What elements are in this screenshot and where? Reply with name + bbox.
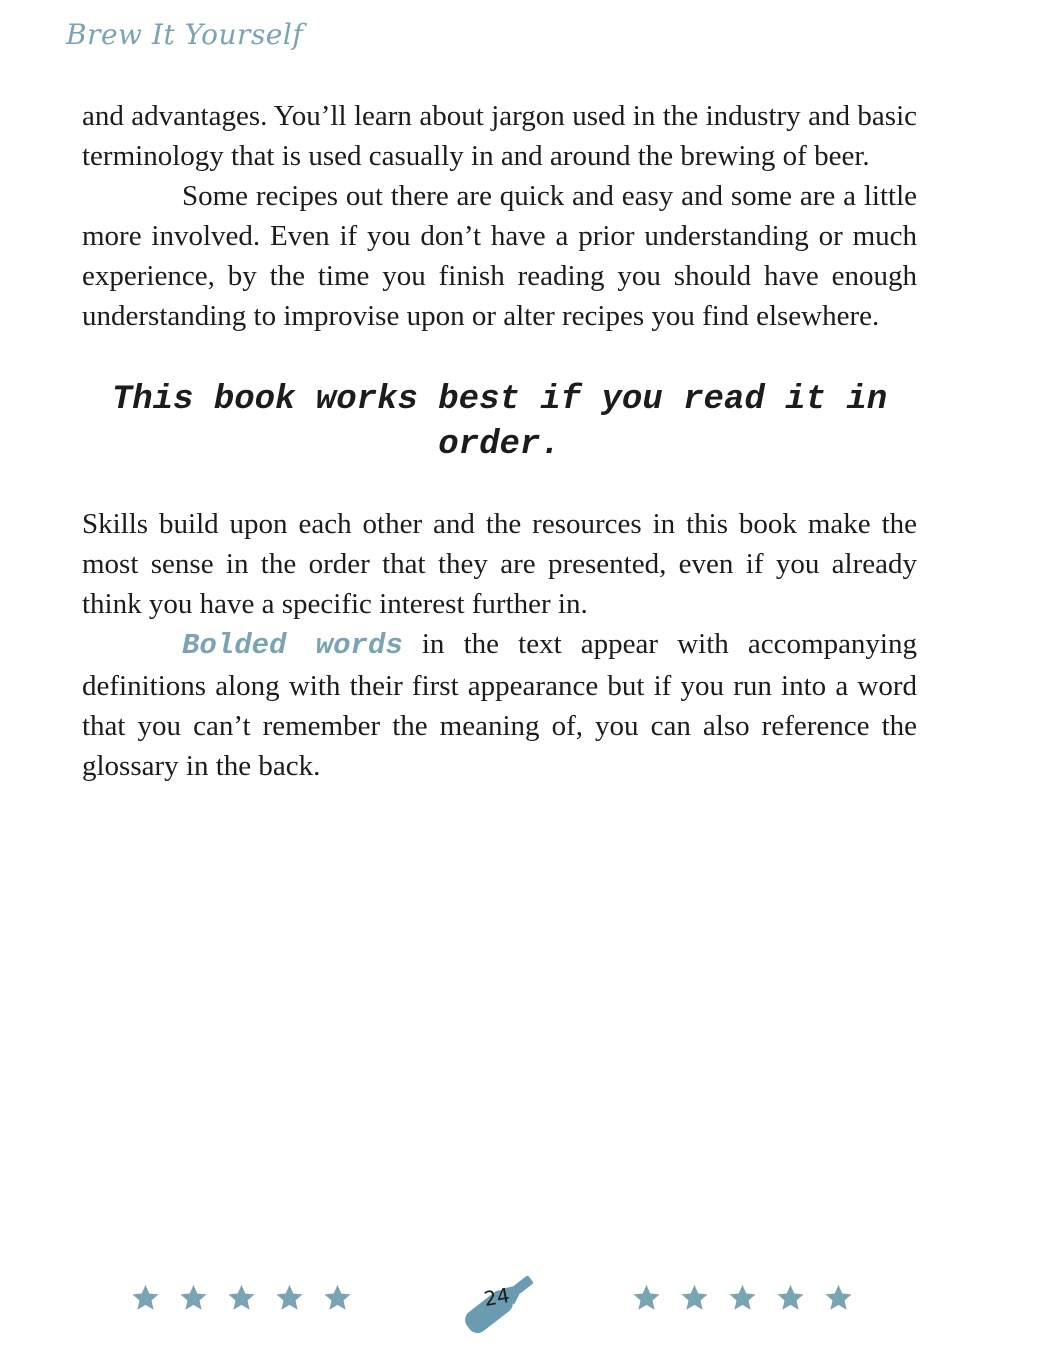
- footer-stars-left: [131, 1283, 352, 1312]
- body-paragraph-text: in the text appear with accompanying definitions along with their first appearance but if you run into a word that you can’t remember the meaning of, you can also reference the glossary in the back.: [82, 628, 917, 782]
- star-icon: [632, 1283, 661, 1312]
- star-icon: [680, 1283, 709, 1312]
- body-paragraph: Skills build upon each other and the resources in this book make the most sense in the order that they are presented, even if you already think you have a specific interest further in.: [82, 508, 917, 620]
- body-paragraph: and advantages. You’ll learn about jargon used in the industry and basic terminology that is used casually in and around the brewing of beer.: [82, 100, 917, 172]
- running-header-title: Brew It Yourself: [66, 18, 304, 51]
- bolded-term-example: Bolded words: [182, 629, 403, 662]
- star-icon: [131, 1283, 160, 1312]
- body-paragraph: [82, 624, 917, 786]
- star-icon: [179, 1283, 208, 1312]
- star-icon: [227, 1283, 256, 1312]
- star-icon: [776, 1283, 805, 1312]
- page-footer: [0, 1255, 1050, 1345]
- page-body: [82, 96, 917, 786]
- star-icon: [323, 1283, 352, 1312]
- page-number: 24: [482, 1282, 512, 1312]
- body-paragraph: Some recipes out there are quick and easy and some are a little more involved. Even if you don’t have a prior understanding or much experience, by the time you finish reading you should have enough understanding to improvise upon or alter recipes you find elsewhere.: [82, 180, 917, 332]
- star-icon: [275, 1283, 304, 1312]
- callout-heading: This book works best if you read it in order.: [111, 381, 888, 464]
- footer-stars-right: [632, 1283, 853, 1312]
- star-icon: [728, 1283, 757, 1312]
- star-icon: [824, 1283, 853, 1312]
